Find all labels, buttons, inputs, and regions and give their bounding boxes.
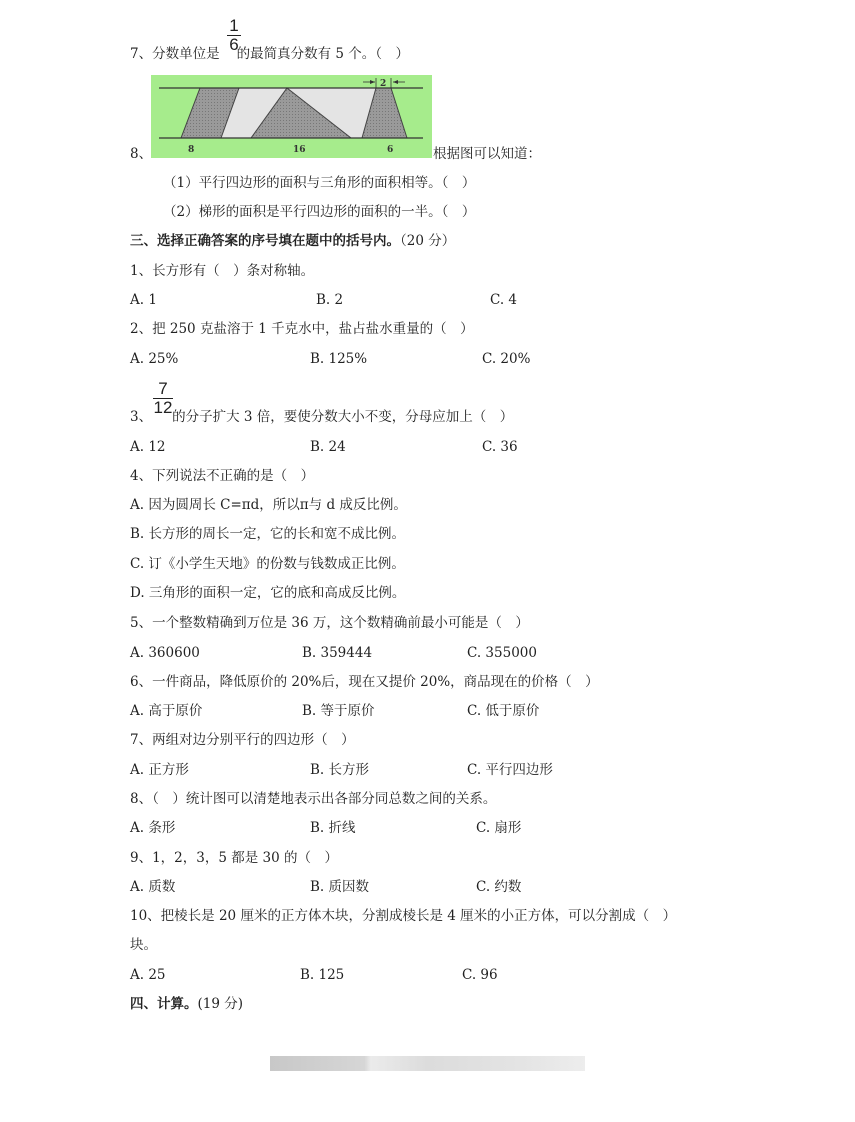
mc-q5-option-a: A. 360600	[130, 645, 200, 661]
mc-q3-text: 的分子扩大 3 倍，要使分数大小不变，分母应加上（ ）	[172, 409, 514, 425]
mc-q6-option-b: B. 等于原价	[302, 703, 375, 719]
mc-q5-option-b: B. 359444	[302, 645, 373, 661]
svg-text:16: 16	[293, 145, 306, 155]
fraction-denominator: 6	[229, 35, 239, 54]
mc-q1: 1、长方形有（ ）条对称轴。	[130, 263, 315, 279]
svg-text:6: 6	[387, 145, 394, 155]
mc-q5: 5、一个整数精确到万位是 36 万，这个数精确前最小可能是（ ）	[130, 615, 529, 631]
mc-q5-option-c: C. 355000	[467, 645, 537, 661]
mc-q4-option-c: C. 订《小学生天地》的份数与钱数成正比例。	[130, 556, 405, 572]
judgment-q8-prefix: 8、	[130, 146, 153, 162]
mc-q8-option-c: C. 扇形	[476, 820, 522, 836]
mc-q4: 4、下列说法不正确的是（ ）	[130, 468, 315, 484]
mc-q10-option-a: A. 25	[130, 967, 166, 983]
section3-title: 三、选择正确答案的序号填在题中的括号内。	[130, 233, 400, 249]
mc-q3-prefix: 3、	[130, 409, 153, 425]
mc-q6-option-c: C. 低于原价	[467, 703, 540, 719]
fraction-denominator: 12	[153, 398, 173, 417]
mc-q6-option-a: A. 高于原价	[130, 703, 203, 719]
judgment-q8-sub-1: （1）平行四边形的面积与三角形的面积相等。（ ）	[163, 175, 476, 191]
section3-heading	[130, 232, 455, 250]
mc-q8: 8、（ ）统计图可以清楚地表示出各部分同总数之间的关系。	[130, 791, 497, 807]
mc-q7: 7、两组对边分别平行的四边形（ ）	[130, 732, 355, 748]
section4-score: (19 分)	[197, 996, 244, 1012]
q7-prefix: 7、分数单位是	[130, 46, 220, 62]
section3-score: （20 分）	[400, 233, 456, 249]
mc-q7-option-c: C. 平行四边形	[467, 762, 553, 778]
mc-q3-option-b: B. 24	[310, 439, 346, 455]
mc-q4-option-d: D. 三角形的面积一定，它的底和高成反比例。	[130, 585, 406, 601]
mc-q10-option-c: C. 96	[462, 967, 498, 983]
mc-q8-option-b: B. 折线	[310, 820, 356, 836]
fraction-numerator: 1	[227, 17, 241, 36]
mc-q3-option-a: A. 12	[130, 439, 166, 455]
mc-q10-continued: 块。	[130, 937, 157, 953]
mc-q1-option-a: A. 1	[130, 292, 157, 308]
mc-q3-option-c: C. 36	[482, 439, 518, 455]
mc-q7-option-b: B. 长方形	[310, 762, 370, 778]
mc-q9-option-c: C. 约数	[476, 879, 522, 895]
section4-title: 四、计算。	[130, 996, 198, 1012]
section4-heading	[130, 995, 243, 1013]
judgment-q8-suffix: 根据图可以知道：	[433, 146, 541, 162]
mc-q9-option-a: A. 质数	[130, 879, 176, 895]
mc-q8-option-a: A. 条形	[130, 820, 176, 836]
mc-q10-option-b: B. 125	[300, 967, 345, 983]
q7-suffix: 的最简真分数有 5 个。（ ）	[236, 46, 410, 62]
geometry-figure	[151, 75, 432, 158]
judgment-q7	[130, 45, 409, 63]
mc-q1-option-b: B. 2	[316, 292, 344, 308]
mc-q9: 9、1，2，3，5 都是 30 的（ ）	[130, 850, 338, 866]
mc-q2-option-c: C. 20%	[482, 351, 531, 367]
mc-q9-option-b: B. 质因数	[310, 879, 370, 895]
mc-q2-option-a: A. 25%	[130, 351, 179, 367]
mc-q4-option-b: B. 长方形的周长一定，它的长和宽不成比例。	[130, 526, 406, 542]
mc-q6: 6、一件商品，降低原价的 20%后，现在又提价 20%，商品现在的价格（ ）	[130, 674, 599, 690]
svg-text:2: 2	[380, 79, 387, 89]
mc-q1-option-c: C. 4	[490, 292, 518, 308]
parallel-lines-shapes-diagram	[151, 75, 432, 158]
blurred-footer-watermark	[270, 1056, 585, 1071]
mc-q10: 10、把棱长是 20 厘米的正方体木块，分割成棱长是 4 厘米的小正方体，可以分割成（ ）	[130, 908, 677, 924]
mc-q4-option-a: A. 因为圆周长 C=πd，所以π与 d 成反比例。	[130, 497, 407, 513]
mc-q2-option-b: B. 125%	[310, 351, 368, 367]
mc-q3	[130, 408, 513, 426]
fraction-numerator: 7	[153, 380, 173, 399]
mc-q7-option-a: A. 正方形	[130, 762, 189, 778]
judgment-q8-sub-2: （2）梯形的面积是平行四边形的面积的一半。（ ）	[163, 204, 476, 220]
mc-q2: 2、把 250 克盐溶于 1 千克水中，盐占盐水重量的（ ）	[130, 321, 474, 337]
svg-text:8: 8	[188, 145, 195, 155]
